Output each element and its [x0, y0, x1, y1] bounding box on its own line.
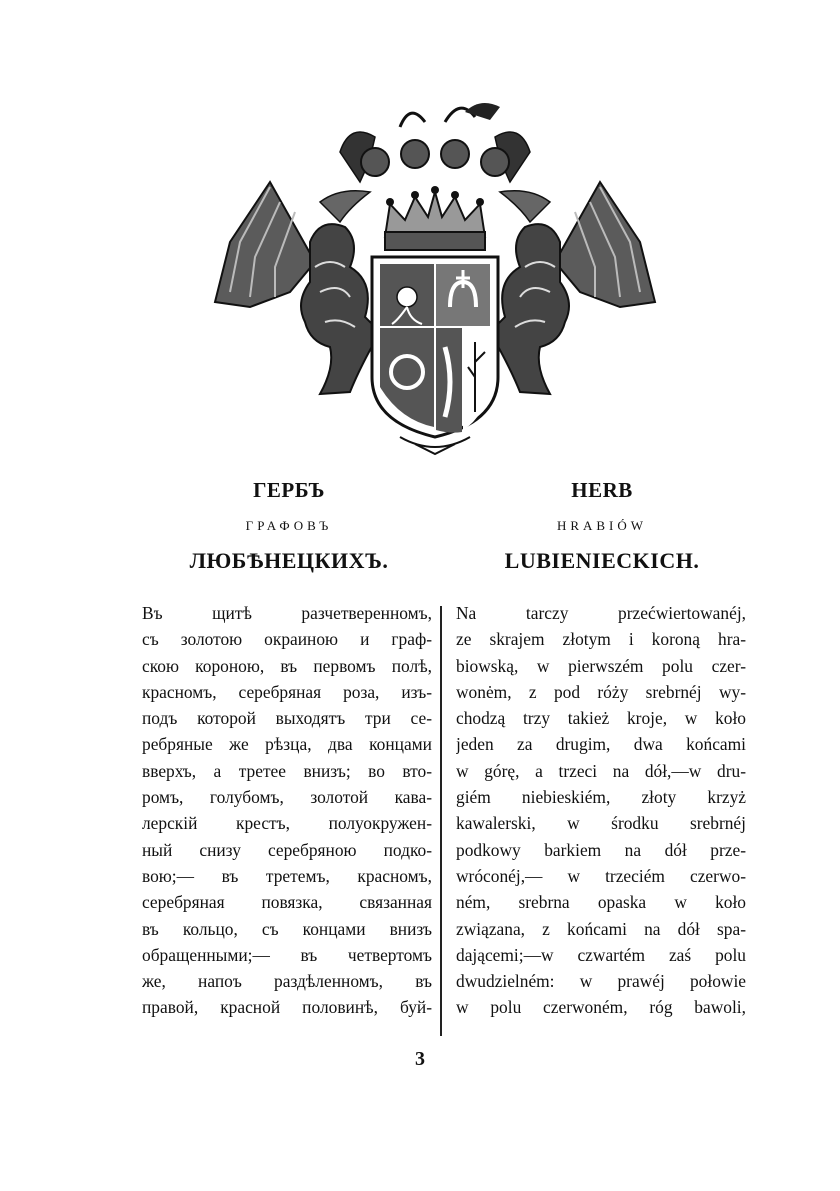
- text-line: обращенными;— въ четвертомъ: [142, 944, 432, 965]
- polish-subtitle: HRABIÓW: [556, 518, 648, 533]
- text-line: Въ щитѣ разчетверенномъ,: [142, 603, 432, 623]
- text-line: красномъ, серебряная роза, изъ-: [142, 681, 432, 702]
- text-line: правой, красной половинѣ, буй-: [142, 997, 432, 1018]
- russian-heading: [143, 478, 435, 574]
- text-line: chodzą trzy takież kroje, w koło: [456, 708, 746, 729]
- text-line: ный снизу серебряною подко-: [142, 839, 432, 860]
- text-line: серебряная повязка, связанная: [142, 892, 432, 913]
- polish-text-column: [456, 600, 746, 1021]
- text-line: вверхъ, а третее внизъ; во вто-: [142, 760, 432, 781]
- text-line: вою;— въ третемъ, красномъ,: [142, 865, 432, 886]
- text-line: подъ которой выходятъ три се-: [142, 708, 432, 729]
- russian-text-column: [142, 600, 432, 1021]
- text-line: wonėm, z pod róży srebrnéj wy-: [456, 681, 746, 702]
- text-line: съ золотою окраиною и граф-: [142, 629, 432, 650]
- text-line: въ кольцо, съ концами внизъ: [142, 918, 432, 939]
- text-line: w górę, a trzeci na dół,—w dru-: [456, 760, 746, 781]
- polish-heading: [456, 478, 748, 574]
- text-line: ze skrajem złotym i koroną hra-: [456, 629, 746, 650]
- text-line: Na tarczy przećwiertowanéj,: [456, 603, 746, 623]
- text-line: podkowy barkiem na dół prze-: [456, 839, 746, 860]
- russian-family-name: ЛЮБѢНЕЦКИХЪ.: [189, 548, 389, 573]
- shield: [372, 257, 498, 454]
- text-line: же, напоъ раздѣленномъ, въ: [142, 971, 432, 992]
- russian-subtitle: ГРАФОВЪ: [245, 518, 333, 533]
- polish-title: HERB: [571, 478, 633, 502]
- column-divider: [440, 606, 442, 1036]
- text-line: скою короною, въ первомъ полѣ,: [142, 655, 432, 676]
- text-line: wróconéj,— w trzeciém czerwo-: [456, 865, 746, 886]
- polish-family-name: LUBIENIECKICH.: [504, 548, 700, 573]
- crown: [385, 186, 485, 250]
- text-line: kawalerski, w środku srebrnéj: [456, 813, 746, 834]
- text-line: ребряные же рѣзца, два концами: [142, 734, 432, 755]
- text-line: biowską, w pierwszém polu czer-: [456, 655, 746, 676]
- text-line: лерскій крестъ, полуокружен-: [142, 813, 432, 834]
- text-line: dwudzielném: w prawéj połowie: [456, 971, 746, 992]
- text-line: ромъ, голубомъ, золотой кава-: [142, 787, 432, 808]
- text-line: związana, z końcami na dół spa-: [456, 918, 746, 939]
- text-line: dającemi;—w czwartém zaś polu: [456, 944, 746, 965]
- right-griffin: [490, 182, 655, 394]
- russian-title: ГЕРБЪ: [253, 478, 325, 502]
- text-line: w polu czerwoném, róg bawoli,: [456, 997, 746, 1018]
- left-griffin: [215, 182, 380, 394]
- text-line: jeden za drugim, dwa końcami: [456, 734, 746, 755]
- text-line: ném, srebrna opaska w koło: [456, 892, 746, 913]
- coat-of-arms-illustration: [200, 92, 670, 457]
- page-number: 3: [415, 1048, 425, 1070]
- text-line: giém niebieskiém, złoty krzyż: [456, 787, 746, 808]
